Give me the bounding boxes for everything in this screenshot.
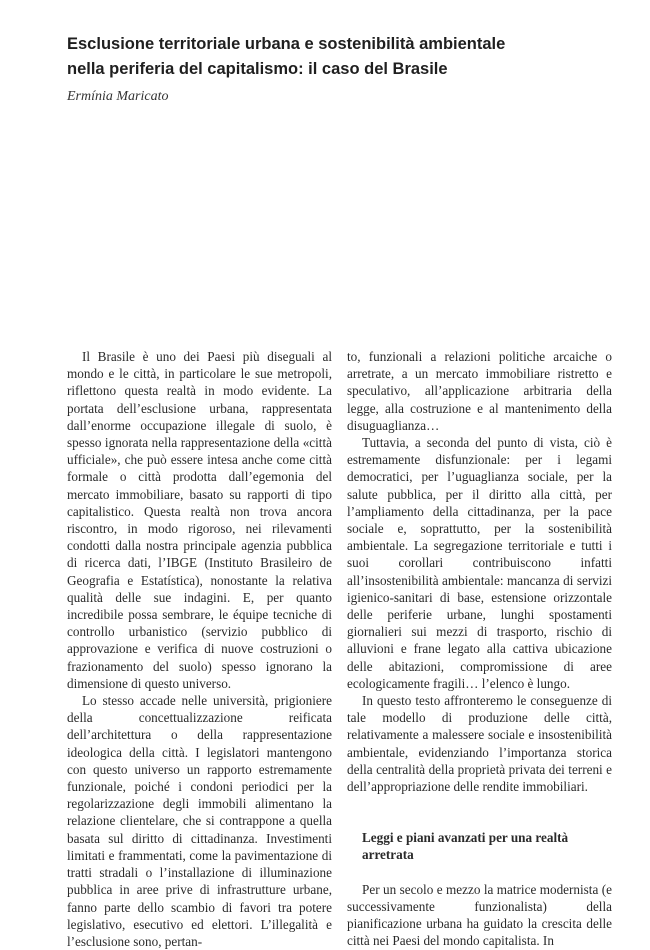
body-paragraph: Tuttavia, a seconda del punto di vista, ciò è estremamente disfunzionale: per i legami democratici, per l’uguaglianza sociale, per la salute pubblica, per il diritto alla città, per l’ampliamento della cittadinanza, per la pace sociale e, soprattutto, per la sostenibilità ambientale. La segregazione territoriale e tutti i suoi corollari contribuiscono infatti all’insostenibilità ambientale: mancanza di servizi igienico-sanitari di base, estensione orizzontale delle periferie urbane, lunghi spostamenti giornalieri sui mezzi di trasporto, rischio di alluvioni e frane legato alla cattiva ubicazione delle abitazioni, compromissione di aree ecologicamente fragili… l’elenco è lungo. bbox=[347, 435, 612, 691]
body-paragraph: Lo stesso accade nelle università, prigioniere della concettualizzazione reificata dell’architettura o della rappresentazione ideologica della città. I legislatori mantengono con questo universo un rapporto estremamente funzionale, poiché i condoni periodici per la regolarizzazione degli immobili alimentano la relazione clientelare, che si contrappone a quella basata sul diritto di cittadinanza. Investimenti limitati e frammentati, come la pavimentazione di tratti stradali o l’installazione di illuminazione pubblica in aree prive di infrastrutture urbane, fanno parte dello scambio di favori tra potere legislativo, esecutivo ed elettori. L’illegalità e l’esclusione sono, pertan- bbox=[67, 693, 332, 949]
right-text-column bbox=[347, 348, 612, 950]
body-paragraph: In questo testo affronteremo le conseguenze di tale modello di produzione delle città, relativamente a malessere sociale e insostenibilità ambientale, evidenziando l’importanza storica della centralità della proprietà privata dei terreni e dell’appropriazione delle rendite immobiliari. bbox=[347, 693, 612, 795]
section-spacer bbox=[347, 795, 612, 829]
left-text-column bbox=[67, 348, 332, 950]
article-title-line-1: Esclusione territoriale urbana e sostenibilità ambientale bbox=[67, 35, 506, 53]
section-heading: Leggi e piani avanzati per una realtà arretrata bbox=[362, 830, 569, 863]
article-title-line-2: nella periferia del capitalismo: il caso del Brasile bbox=[67, 60, 448, 78]
section-spacer bbox=[347, 864, 612, 881]
body-paragraph-continuation: to, funzionali a relazioni politiche arcaiche o arretrate, a un mercato immobiliare ristretto e speculativo, all’applicazione arbitraria della legge, alla costruzione e al mantenimento della disuguaglianza… bbox=[347, 349, 612, 433]
body-paragraph: Per un secolo e mezzo la matrice modernista (e successivamente funzionalista) della pianificazione urbana ha guidato la crescita delle città nei Paesi del mondo capitalista. In bbox=[347, 881, 612, 949]
article-title bbox=[67, 32, 607, 82]
article-author: Ermínia Maricato bbox=[67, 89, 169, 104]
body-paragraph: Il Brasile è uno dei Paesi più diseguali al mondo e le città, in particolare le sue metropoli, riflettono questa realtà in modo evidente. La portata dell’esclusione urbana, rappresentata dall’enorme occupazione illegale di suolo, è spesso ignorata nella rappresentazione della «città ufficiale», che può essere intesa anche come città formale o città prodotta dall’egemonia del mercato immobiliare, basato su rapporti di tipo capitalistico. Questa realtà non trova ancora riscontro, in modo rigoroso, nei rilevamenti condotti dalla nostra principale agenzia pubblica di ricerca dati, l’IBGE (Instituto Brasileiro de Geografia e Estatística), nonostante la relativa qualità delle sue indagini. E, per quanto incredibile possa sembrare, le équipe tecniche di controllo urbanistico (servizio pubblico di approvazione e verifica di nuove costruzioni o frazionamento del suolo) spesso ignorano la dimensione di questo universo. bbox=[67, 349, 332, 691]
